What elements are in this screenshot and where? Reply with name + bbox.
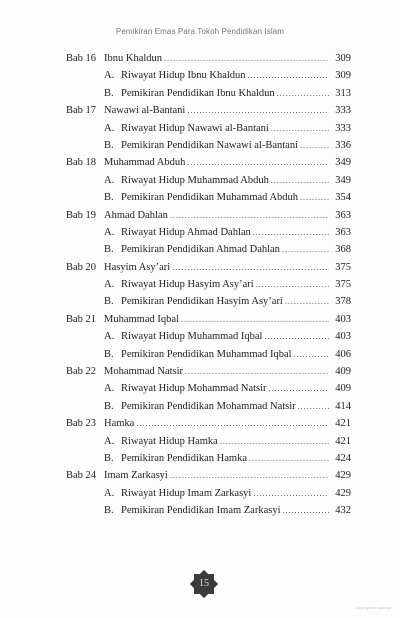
section-letter: B. <box>104 505 114 517</box>
entry-title: Riwayat Hidup Muhammad Iqbal <box>121 331 263 343</box>
entry-page-number: 414 <box>335 400 351 412</box>
section-letter: B. <box>104 296 114 308</box>
dot-leader <box>277 85 329 102</box>
table-of-contents <box>66 50 351 520</box>
chapter-label: Bab 17 <box>66 105 97 117</box>
dot-leader <box>294 346 329 363</box>
toc-chapter-row[interactable] <box>66 311 351 328</box>
entry-title: Riwayat Hidup Imam Zarkasyi <box>121 487 252 499</box>
toc-section-row[interactable] <box>66 450 351 467</box>
toc-chapter-row[interactable] <box>66 467 351 484</box>
dot-leader <box>283 502 329 519</box>
dot-leader <box>170 467 329 484</box>
entry-page-number: 309 <box>335 70 351 82</box>
dot-leader <box>256 276 329 293</box>
entry-title: Hamka <box>104 418 135 430</box>
entry-page-number: 421 <box>335 435 351 447</box>
toc-section-row[interactable] <box>66 241 351 258</box>
entry-title: Pemikiran Pendidikan Muhammad Iqbal <box>121 348 292 360</box>
entry-page-number: 363 <box>335 209 351 221</box>
dot-leader <box>136 415 329 432</box>
section-letter: A. <box>104 279 115 291</box>
entry-page-number: 403 <box>335 331 351 343</box>
entry-title: Pemikiran Pendidikan Imam Zarkasyi <box>121 505 281 517</box>
entry-page-number: 375 <box>335 279 351 291</box>
entry-page-number: 354 <box>335 192 351 204</box>
chapter-label: Bab 20 <box>66 261 97 273</box>
dot-leader <box>285 293 329 310</box>
entry-title: Pemikiran Pendidikan Mohammad Natsir <box>121 400 296 412</box>
toc-section-row[interactable] <box>66 502 351 519</box>
chapter-label: Bab 21 <box>66 313 97 325</box>
chapter-label: Bab 24 <box>66 470 97 482</box>
section-letter: A. <box>104 174 115 186</box>
entry-title: Pemikiran Pendidikan Hamka <box>121 452 247 464</box>
entry-title: Pemikiran Pendidikan Ibnu Khaldun <box>121 87 275 99</box>
dot-leader <box>271 172 329 189</box>
page-number: 15 <box>199 578 209 589</box>
chapter-label: Bab 18 <box>66 157 97 169</box>
entry-page-number: 403 <box>335 313 351 325</box>
toc-section-row[interactable] <box>66 380 351 397</box>
toc-section-row[interactable] <box>66 398 351 415</box>
dot-leader <box>172 259 329 276</box>
dot-leader <box>249 450 329 467</box>
entry-page-number: 349 <box>335 174 351 186</box>
dot-leader <box>187 154 329 171</box>
toc-chapter-row[interactable] <box>66 102 351 119</box>
toc-chapter-row[interactable] <box>66 207 351 224</box>
toc-section-row[interactable] <box>66 172 351 189</box>
toc-chapter-row[interactable] <box>66 50 351 67</box>
dot-leader <box>300 189 329 206</box>
toc-section-row[interactable] <box>66 85 351 102</box>
entry-page-number: 406 <box>335 348 351 360</box>
entry-title: Mohammad Natsir <box>104 366 184 378</box>
entry-page-number: 333 <box>335 122 351 134</box>
section-letter: B. <box>104 87 114 99</box>
toc-chapter-row[interactable] <box>66 154 351 171</box>
section-letter: A. <box>104 226 115 238</box>
section-letter: B. <box>104 139 114 151</box>
toc-section-row[interactable] <box>66 189 351 206</box>
dot-leader <box>282 241 329 258</box>
entry-title: Muhammad Iqbal <box>104 313 179 325</box>
section-letter: A. <box>104 435 115 447</box>
watermark-text: Copyrighted material <box>354 605 391 610</box>
entry-title: Riwayat Hidup Ahmad Dahlan <box>121 226 251 238</box>
entry-title: Pemikiran Pendidikan Muhammad Abduh <box>121 192 299 204</box>
dot-leader <box>185 363 329 380</box>
section-letter: A. <box>104 122 115 134</box>
section-letter: B. <box>104 452 114 464</box>
dot-leader <box>170 207 329 224</box>
dot-leader <box>264 328 329 345</box>
section-letter: A. <box>104 331 115 343</box>
dot-leader <box>220 433 329 450</box>
entry-title: Riwayat Hidup Ibnu Khaldun <box>121 70 246 82</box>
dot-leader <box>253 224 329 241</box>
entry-title: Pemikiran Pendidikan Ahmad Dahlan <box>121 244 280 256</box>
entry-page-number: 368 <box>335 244 351 256</box>
toc-section-row[interactable] <box>66 137 351 154</box>
toc-chapter-row[interactable] <box>66 259 351 276</box>
entry-page-number: 313 <box>335 87 351 99</box>
entry-title: Riwayat Hidup Hasyim Asy’ari <box>121 279 254 291</box>
entry-title: Pemikiran Pendidikan Hasyim Asy’ari <box>121 296 283 308</box>
chapter-label: Bab 22 <box>66 366 97 378</box>
entry-page-number: 429 <box>335 487 351 499</box>
entry-title: Hasyim Asy’ari <box>104 261 171 273</box>
entry-page-number: 409 <box>335 383 351 395</box>
dot-leader <box>164 50 329 67</box>
toc-section-row[interactable] <box>66 224 351 241</box>
dot-leader <box>248 67 329 84</box>
toc-section-row[interactable] <box>66 276 351 293</box>
entry-title: Pemikiran Pendidikan Nawawi al-Bantani <box>121 139 298 151</box>
entry-page-number: 375 <box>335 261 351 273</box>
entry-title: Ahmad Dahlan <box>104 209 168 221</box>
entry-page-number: 429 <box>335 470 351 482</box>
page-number-badge <box>189 569 219 599</box>
entry-title: Muhammad Abduh <box>104 157 186 169</box>
entry-page-number: 409 <box>335 366 351 378</box>
entry-page-number: 349 <box>335 157 351 169</box>
dot-leader <box>271 120 329 137</box>
dot-leader <box>298 398 329 415</box>
chapter-label: Bab 16 <box>66 53 97 64</box>
dot-leader <box>187 102 329 119</box>
entry-title: Nawawi al-Bantani <box>104 105 186 117</box>
chapter-label: Bab 23 <box>66 418 97 430</box>
section-letter: A. <box>104 383 115 395</box>
entry-title: Ibnu Khaldun <box>104 53 163 64</box>
running-header: Pemikiran Emas Para Tokoh Pendidikan Islam <box>115 27 285 36</box>
toc-section-row[interactable] <box>66 293 351 310</box>
toc-chapter-row[interactable] <box>66 415 351 432</box>
section-letter: B. <box>104 244 114 256</box>
toc-chapter-row[interactable] <box>66 363 351 380</box>
entry-title: Riwayat Hidup Muhammad Abduh <box>121 174 269 186</box>
toc-section-row[interactable] <box>66 433 351 450</box>
toc-section-row[interactable] <box>66 346 351 363</box>
toc-section-row[interactable] <box>66 485 351 502</box>
toc-section-row[interactable] <box>66 120 351 137</box>
section-letter: A. <box>104 70 115 82</box>
section-letter: A. <box>104 487 115 499</box>
section-letter: B. <box>104 348 114 360</box>
entry-title: Riwayat Hidup Mohammad Natsir <box>121 383 267 395</box>
entry-page-number: 363 <box>335 226 351 238</box>
section-letter: B. <box>104 400 114 412</box>
entry-page-number: 309 <box>335 53 351 64</box>
entry-title: Riwayat Hidup Hamka <box>121 435 218 447</box>
entry-page-number: 424 <box>335 452 351 464</box>
dot-leader <box>269 380 329 397</box>
chapter-label: Bab 19 <box>66 209 97 221</box>
section-letter: B. <box>104 192 114 204</box>
toc-section-row[interactable] <box>66 67 351 84</box>
dot-leader <box>181 311 329 328</box>
entry-page-number: 333 <box>335 105 351 117</box>
entry-page-number: 432 <box>335 505 351 517</box>
entry-page-number: 336 <box>335 139 351 151</box>
dot-leader <box>300 137 329 154</box>
entry-page-number: 378 <box>335 296 351 308</box>
dot-leader <box>253 485 329 502</box>
toc-section-row[interactable] <box>66 328 351 345</box>
entry-title: Imam Zarkasyi <box>104 470 168 482</box>
entry-title: Riwayat Hidup Nawawi al-Bantani <box>121 122 269 134</box>
entry-page-number: 421 <box>335 418 351 430</box>
